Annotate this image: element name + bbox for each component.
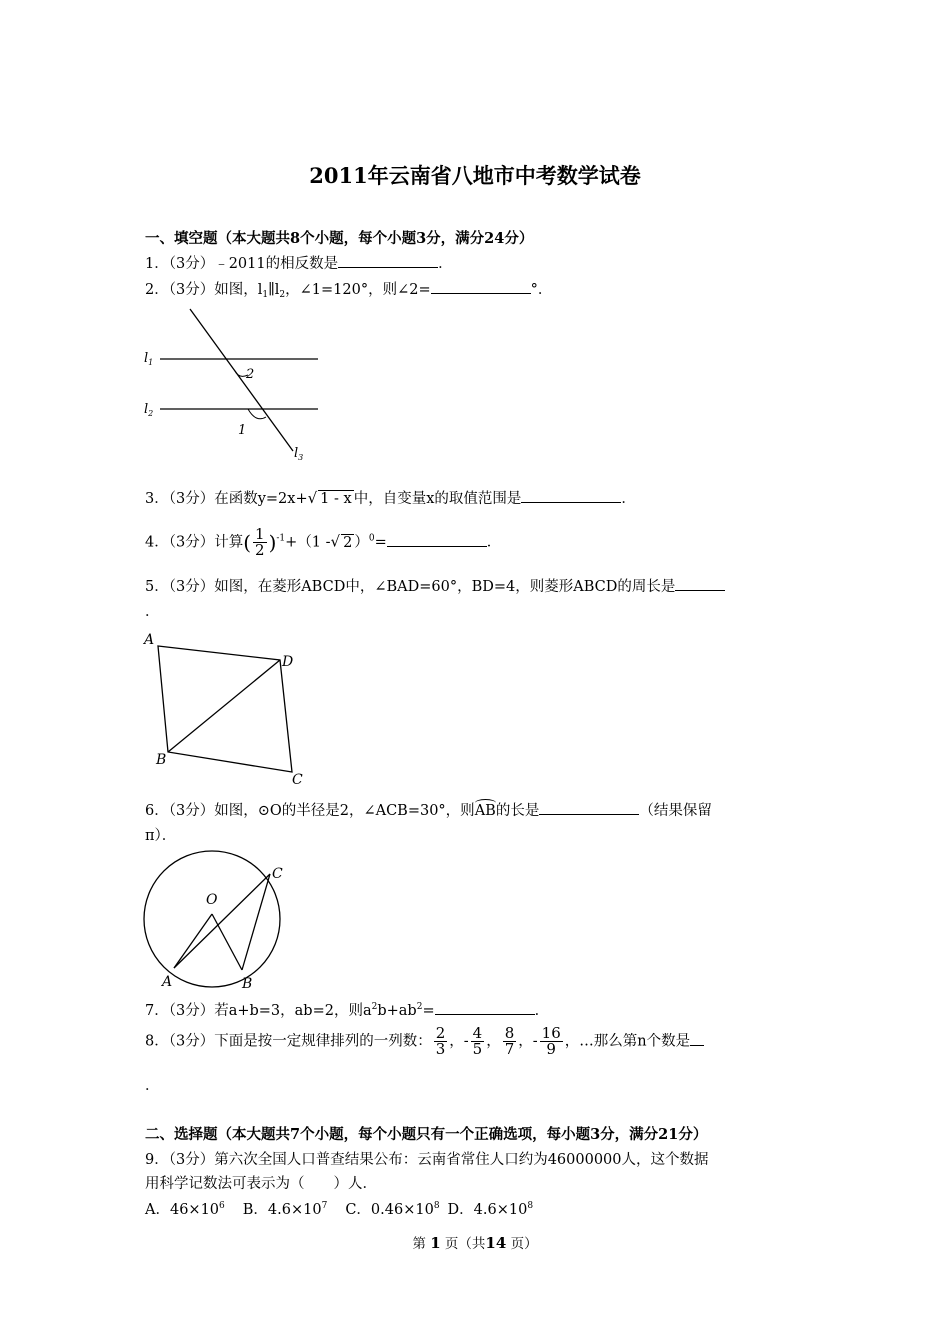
question-2: [145, 278, 552, 300]
answer-blank: [435, 1000, 535, 1015]
option-label: C．0.46×10: [345, 1202, 434, 1218]
question-text: 如图，l: [214, 282, 263, 298]
question-text: ∥l: [268, 282, 280, 298]
question-number: 4．（3分）: [145, 534, 215, 551]
question-text-end: ．: [534, 1003, 550, 1019]
question-text-end: °．: [530, 282, 553, 298]
exponent: 7: [321, 1201, 328, 1211]
question-text-end: ．: [486, 534, 502, 551]
sqrt-radicand: 2: [343, 534, 353, 551]
answer-blank: [338, 253, 438, 268]
denominator: 3: [435, 1040, 446, 1058]
answer-blank: [539, 800, 639, 815]
exponent: 0: [368, 533, 375, 544]
numerator: 16: [541, 1024, 561, 1042]
question-5-end: ．: [145, 604, 160, 620]
question-text: ，…那么第n个数是: [564, 1033, 691, 1050]
exponent: 8: [433, 1201, 440, 1211]
page-number: 1: [430, 1234, 441, 1252]
denominator: 9: [546, 1040, 556, 1058]
equals-sign: =: [374, 534, 387, 551]
label-l1: $l_1$: [144, 351, 154, 367]
question-number: 3．（3分）: [145, 491, 215, 507]
arc-ab: AB: [474, 803, 496, 819]
exponent: 6: [219, 1201, 225, 1211]
question-text: ）: [354, 534, 369, 551]
denominator: 5: [472, 1040, 483, 1058]
question-text: 中，自变量x的取值范围是: [353, 491, 522, 507]
answer-blank: [690, 1031, 704, 1046]
question-number: 9．（3分）: [145, 1152, 215, 1168]
label-angle-2: 2: [246, 367, 255, 382]
page-title: 2011年云南省八地市中考数学试卷: [309, 163, 641, 188]
label-C: C: [272, 866, 283, 882]
sqrt-symbol: √: [307, 489, 318, 507]
numerator: 8: [504, 1024, 515, 1042]
option-label: B．4.6×10: [242, 1202, 322, 1218]
question-number: 7．（3分）: [145, 1003, 215, 1019]
total-pages: 14: [485, 1234, 507, 1252]
question-text: 如图，⊙O的半径是2，∠ACB=30°，则: [214, 803, 475, 819]
question-text: b+ab: [377, 1003, 417, 1019]
minus-sign: -: [463, 1033, 469, 1050]
sqrt-symbol: √: [330, 532, 341, 551]
question-9-line2: 用科学记数法可表示为（ ）人．: [145, 1176, 377, 1192]
numerator: 4: [472, 1024, 483, 1042]
question-1: [145, 252, 453, 273]
question-number: 5．（3分）: [145, 579, 215, 595]
subscript: 2: [279, 290, 286, 300]
question-8-end: ．: [145, 1078, 160, 1094]
section-heading-2: 二、选择题（本大题共7个小题，每个小题只有一个正确选项，每小题3分，满分21分）: [145, 1126, 708, 1143]
question-number: 6．（3分）: [145, 803, 215, 819]
option-label: A．46×10: [145, 1202, 220, 1218]
fraction: [253, 527, 267, 558]
section-heading-1: 一、填空题（本大题共8个小题，每个小题3分，满分24分）: [145, 230, 534, 247]
circle-o: [144, 851, 280, 987]
paren-close: ): [268, 530, 277, 555]
answer-blank: [521, 488, 621, 503]
label-D: D: [282, 654, 294, 670]
footer-text: 页（共: [444, 1236, 486, 1252]
exponent: 2: [371, 1002, 378, 1012]
page-footer: [0, 1232, 950, 1252]
question-text: （1 -: [297, 534, 331, 551]
label-l3: $l_3$: [294, 446, 304, 462]
question-number: 1．（3分）: [145, 256, 215, 272]
label-l2: $l_2$: [144, 402, 154, 418]
question-number: 2．（3分）: [145, 282, 215, 298]
question-9-options: [145, 1198, 533, 1219]
label-C: C: [292, 772, 303, 788]
numerator: 2: [435, 1024, 446, 1042]
segment-ao: [174, 914, 212, 968]
exponent: 8: [527, 1201, 534, 1211]
segment-ob: [212, 914, 242, 970]
question-9: [145, 1148, 709, 1169]
answer-blank: [431, 279, 531, 294]
segment-ac: [174, 874, 270, 968]
plus-sign: +: [285, 534, 298, 551]
question-text: 若a+b=3，ab=2，则a: [214, 1003, 372, 1019]
question-text: ﹣2011的相反数是: [214, 256, 339, 272]
option-a: [145, 1202, 225, 1218]
option-d: [448, 1202, 534, 1218]
option-c: [345, 1202, 439, 1218]
question-text: 如图，在菱形ABCD中，∠BAD=60°，BD=4，则菱形ABCD的周长是: [214, 579, 676, 595]
footer-text: 第: [412, 1236, 426, 1252]
question-text-end: ．: [438, 256, 453, 272]
label-B: B: [242, 976, 253, 992]
question-text: 第六次全国人口普查结果公布：云南省常住人口约为46000000人，这个数据: [214, 1152, 709, 1168]
subscript: 1: [262, 290, 269, 300]
question-6-line2: π）．: [145, 828, 177, 844]
question-text-end: ．: [621, 491, 636, 507]
exponent: 2: [416, 1002, 423, 1012]
question-8: 8．（3分）下面是按一定规律排列的一列数： $\frac{2}{3}$ ，- $\frac{4}{5}$ ， $\frac{8}{7}$ ，- $\frac{16}{9}$ ，…那么第n个数是: [145, 1026, 704, 1057]
option-label: D．4.6×10: [447, 1202, 528, 1218]
numerator: 1: [255, 525, 265, 543]
sequence-fraction-1: [434, 1026, 448, 1057]
minus-sign: -: [532, 1033, 538, 1050]
paren-open: (: [243, 530, 252, 555]
sequence-fraction-2: [471, 1026, 485, 1057]
sqrt-radicand: 1 - x: [320, 491, 352, 507]
label-B: B: [156, 752, 167, 768]
question-text: 下面是按一定规律排列的一列数：: [214, 1033, 432, 1050]
question-text-end: （结果保留: [639, 803, 712, 819]
label-A: A: [144, 632, 155, 648]
question-5: [145, 575, 725, 596]
label-O: O: [206, 892, 218, 908]
exponent: -1: [276, 533, 286, 544]
answer-blank: [675, 576, 725, 591]
question-7: [145, 999, 549, 1020]
question-number: 8．（3分）: [145, 1033, 215, 1050]
question-3: [145, 487, 636, 508]
question-text: ，∠1=120°，则∠2=: [285, 282, 431, 298]
footer-text: 页）: [510, 1236, 538, 1252]
equals-sign: =: [422, 1003, 435, 1019]
figure-circle: [140, 848, 290, 996]
figure-rhombus: [140, 628, 320, 788]
sequence-fraction-4: [540, 1026, 563, 1057]
option-b: [243, 1202, 328, 1218]
figure-parallel-lines: [140, 305, 330, 465]
sequence-fraction-3: [503, 1026, 517, 1057]
denominator: 2: [255, 541, 265, 559]
rhombus-shape: [158, 646, 292, 772]
diagonal-bd: [168, 660, 280, 752]
question-text: 的长是: [495, 803, 540, 819]
question-text: 计算: [214, 534, 244, 551]
label-angle-1: 1: [238, 423, 247, 438]
question-6: [145, 799, 712, 820]
label-A: A: [162, 974, 173, 990]
answer-blank: [387, 532, 487, 547]
denominator: 7: [504, 1040, 515, 1058]
question-text: 在函数y=2x+: [214, 491, 308, 507]
question-4: [145, 527, 501, 558]
